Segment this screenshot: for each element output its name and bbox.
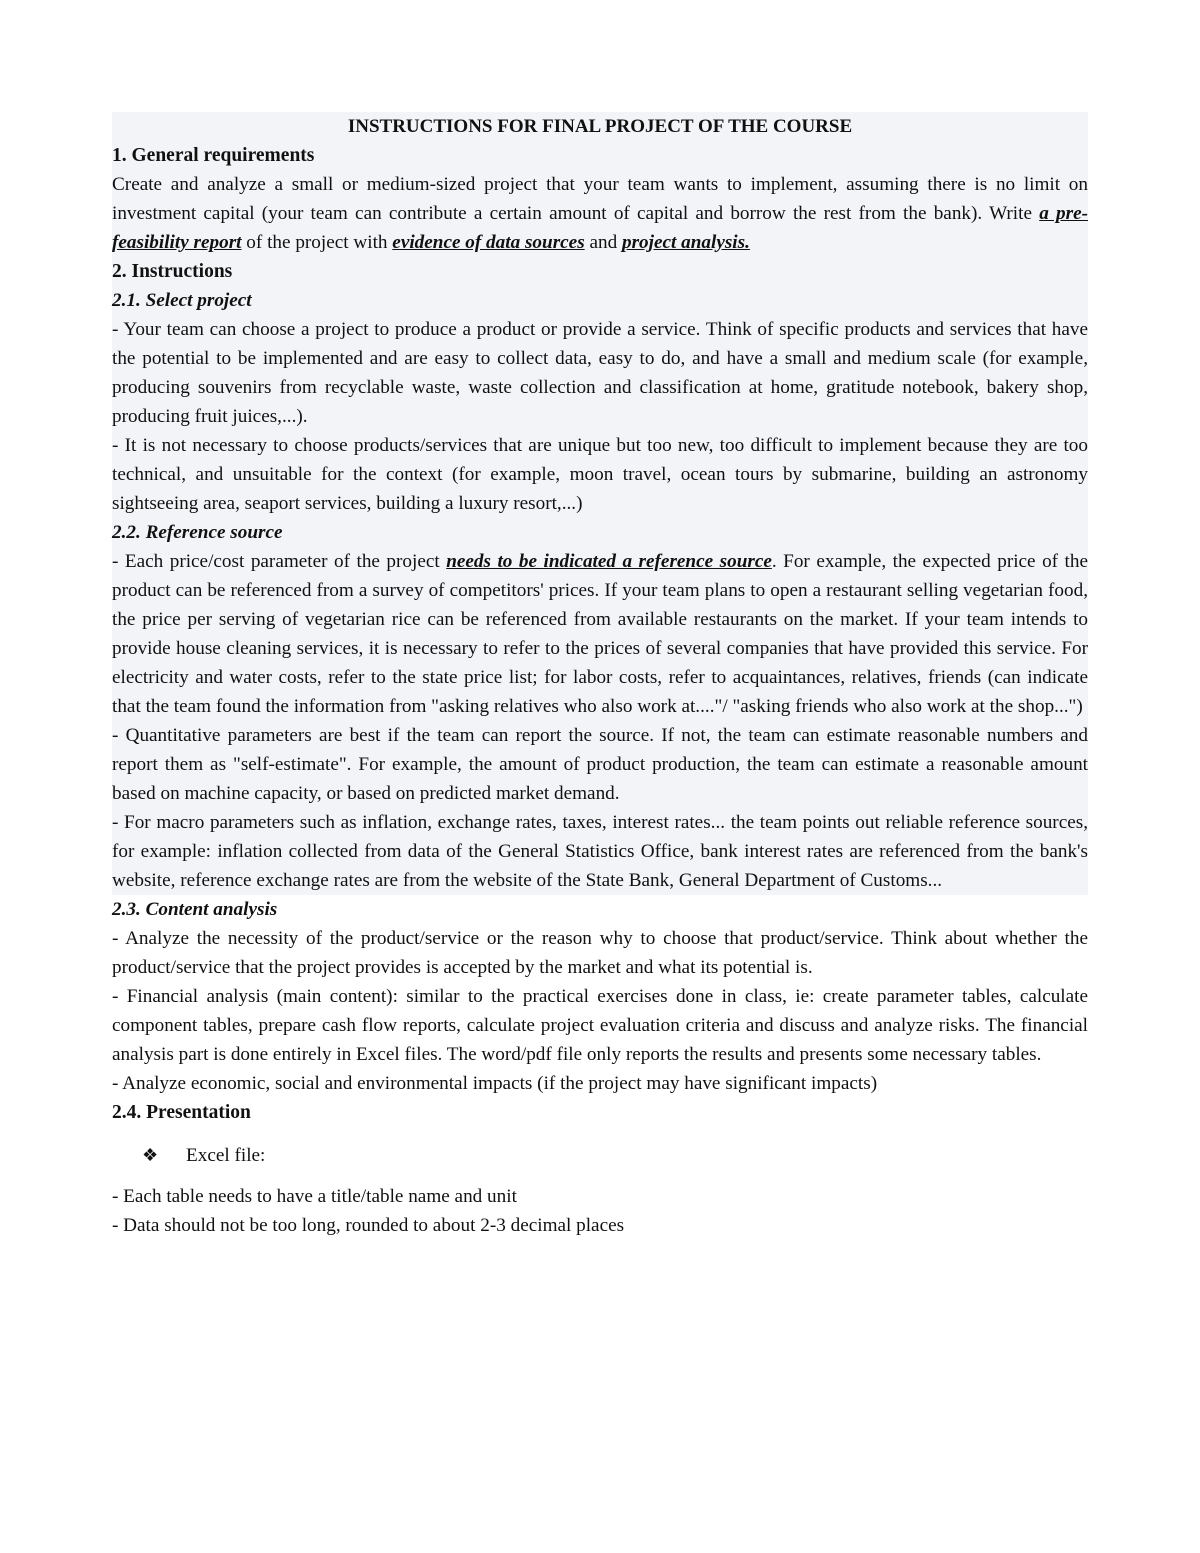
bullet-label: Excel file: [186,1145,266,1166]
section-2-2-paragraph-3: - For macro parameters such as inflation, exchange rates, taxes, interest rates... the team points out reliable reference sources, for example: inflation collected from data of the General Statistics Office, bank interest rates are referenced from the bank's website, reference exchange rates are from the website of the State Bank, General Department of Customs... [112,812,1088,891]
section-2-4-paragraph-1: - Each table needs to have a title/table name and unit [112,1186,517,1207]
section-2-heading: 2. Instructions [112,261,233,282]
section-2-1-heading: 2.1. Select project [112,290,252,311]
section-2-2-heading: 2.2. Reference source [112,522,283,543]
section-2-3-heading: 2.3. Content analysis [112,899,278,920]
section-2-3-paragraph-1: - Analyze the necessity of the product/service or the reason why to choose that product/service. Think about whether the product/service that the project provides is accepted by the market and what its potential is. [112,928,1088,978]
bullet-item-excel [112,1141,1088,1170]
section-2-2-paragraph-2: - Quantitative parameters are best if the team can report the source. If not, the team can estimate reasonable numbers and report them as "self-estimate". For example, the amount of product production, the team can estimate a reasonable amount based on machine capacity, or based on predicted market demand. [112,725,1088,804]
text-run: of the project with [241,232,393,253]
section-1-paragraph [112,170,1088,257]
section-2-4-heading: 2.4. Presentation [112,1102,251,1123]
emphasis-reference-source: needs to be indicated a reference source [446,551,772,572]
text-run: - Each price/cost parameter of the project [112,551,447,572]
text-run: Create and analyze a small or medium-sized project that your team wants to implement, assuming there is no limit on investment capital (your team can contribute a certain amount of capital and borrow the rest from the bank). Write [112,174,1088,224]
section-1-heading: 1. General requirements [112,145,315,166]
emphasis-pre-feasibility: a pre-feasibility report [112,203,1088,253]
shaded-block [112,112,1088,895]
text-run: . For example, the expected price of the product can be referenced from a survey of competitors' prices. If your team plans to open a restaurant selling vegetarian food, the price per serving of vegetarian rice can be referenced from available restaurants on the market. If your team intends to provide house cleaning services, it is necessary to refer to the prices of several companies that have provided this service. For electricity and water costs, refer to the state price list; for labor costs, refer to acquaintances, relatives, friends (can indicate that the team found the information from "asking relatives who also work at...."/ "asking friends who also work at the shop...") [112,551,1088,717]
emphasis-project-analysis: project analysis. [621,232,750,253]
emphasis-evidence: evidence of data sources [392,232,585,253]
section-2-2-paragraph-1 [112,547,1088,721]
section-2-1-paragraph-2: - It is not necessary to choose products/services that are unique but too new, too difficult to implement because they are too technical, and unsuitable for the context (for example, moon travel, ocean tours by submarine, building an astronomy sightseeing area, seaport services, building a luxury resort,...) [112,435,1088,514]
section-2-1-paragraph-1: - Your team can choose a project to produce a product or provide a service. Think of specific products and services that have the potential to be implemented and are easy to collect data, easy to do, and have a small and medium scale (for example, producing souvenirs from recyclable waste, waste collection and classification at home, gratitude notebook, bakery shop, producing fruit juices,...). [112,319,1088,427]
section-2-4-paragraph-2: - Data should not be too long, rounded to about 2-3 decimal places [112,1215,625,1236]
document-title: INSTRUCTIONS FOR FINAL PROJECT OF THE COURSE [347,116,853,137]
section-2-3-paragraph-3: - Analyze economic, social and environmental impacts (if the project may have significant impacts) [112,1073,878,1094]
text-run: and [584,232,622,253]
document-page [112,112,1088,1240]
section-2-3-paragraph-2: - Financial analysis (main content): similar to the practical exercises done in class, ie: create parameter tables, calculate component tables, prepare cash flow reports, calculate project evaluation criteria and discuss and analyze risks. The financial analysis part is done entirely in Excel files. The word/pdf file only reports the results and presents some necessary tables. [112,986,1088,1065]
diamond-bullet-icon: ❖ [142,1145,159,1165]
